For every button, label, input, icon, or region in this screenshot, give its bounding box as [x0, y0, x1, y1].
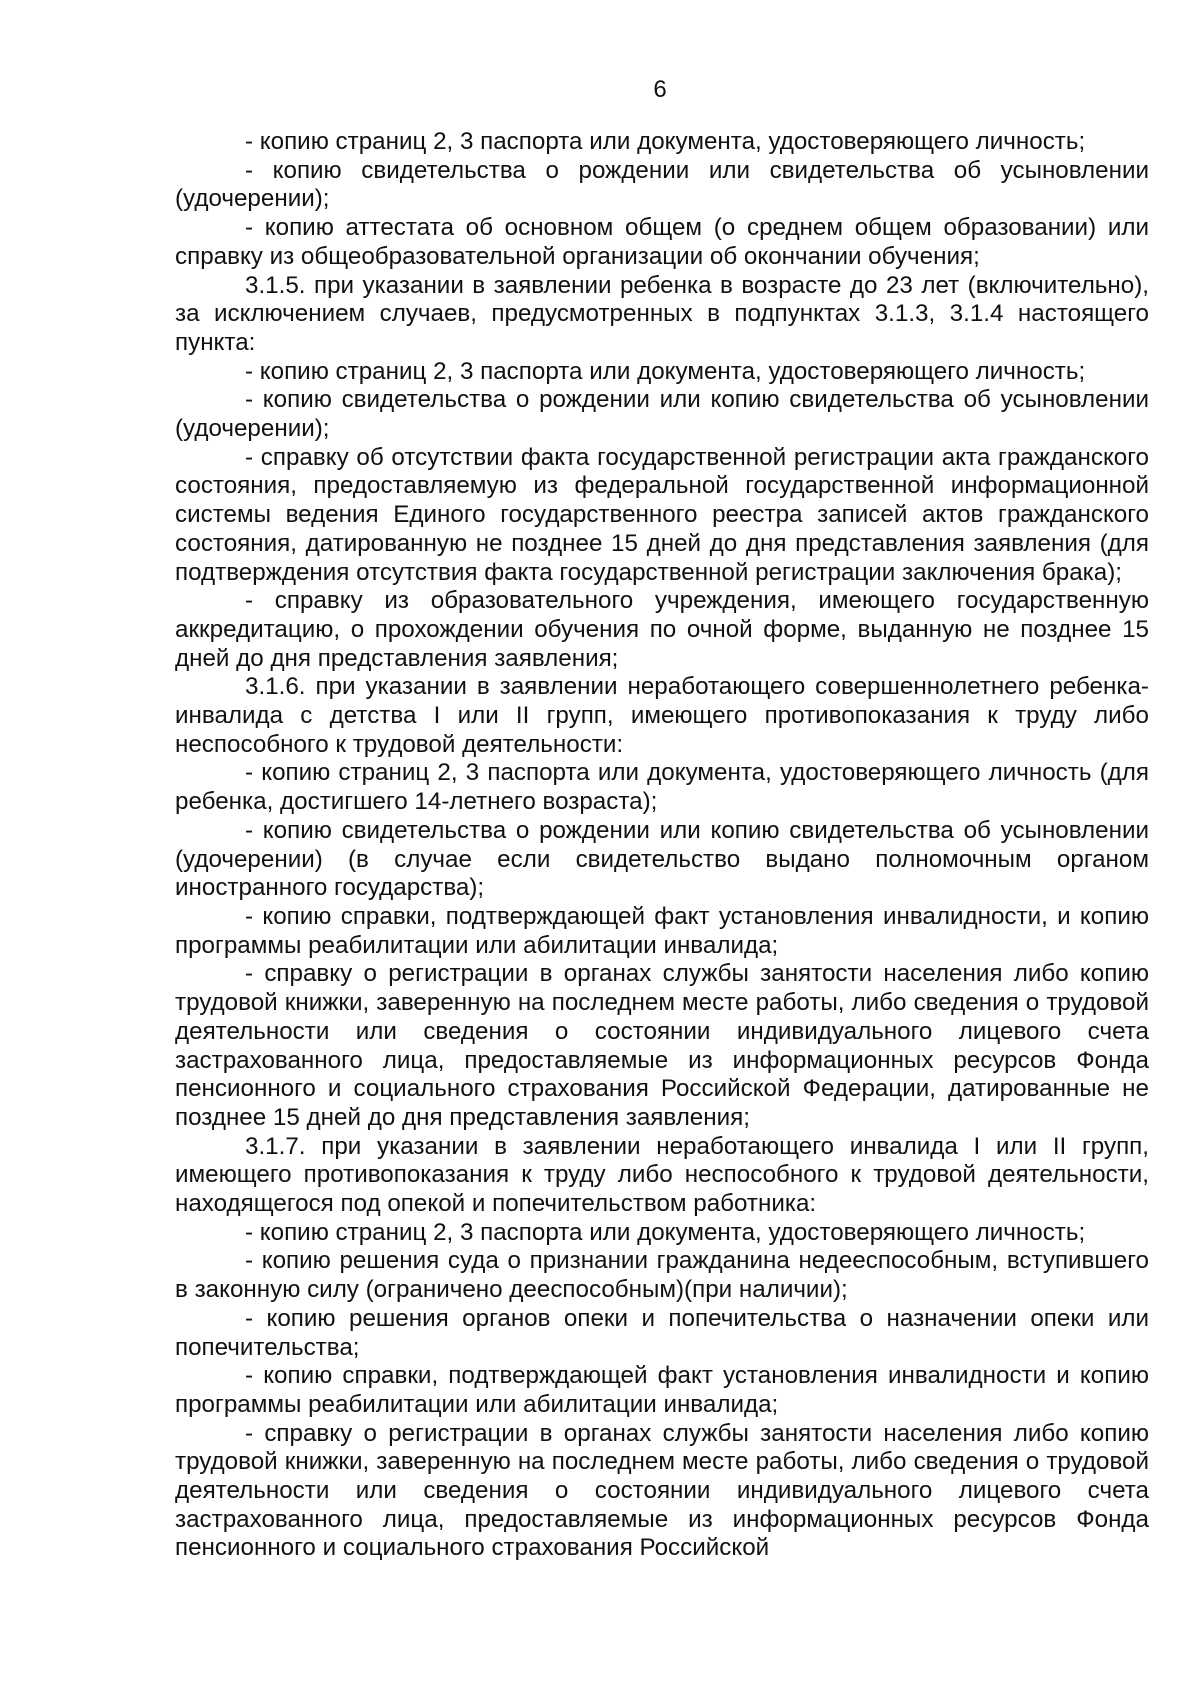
list-item: - копию решения органов опеки и попечительства о назначении опеки или попечительства;	[175, 1304, 1149, 1361]
list-item: - копию страниц 2, 3 паспорта или документа, удостоверяющего личность;	[245, 1218, 1086, 1246]
list-item: - копию аттестата об основном общем (о среднем общем образовании) или справку из общеобразовательной организации об окончании обучения;	[175, 214, 1149, 270]
list-item: - копию свидетельства о рождении или копию свидетельства об усыновлении (удочерении) (в случае если свидетельство выдано полномочным органом иностранного государства);	[175, 816, 1149, 902]
subclause-3-1-5: 3.1.5. при указании в заявлении ребенка в возрасте до 23 лет (включительно), за исключением случаев, предусмотренных в подпунктах 3.1.3, 3.1.4 настоящего пункта:	[175, 271, 1149, 356]
subclause-3-1-7: 3.1.7. при указании в заявлении неработающего инвалида I или II групп, имеющего противопоказания к труду либо неспособного к трудовой деятельности, находящегося под опекой и попечительством работника:	[175, 1132, 1149, 1218]
list-item: - справку о регистрации в органах службы занятости населения либо копию трудовой книжки, заверенную на последнем месте работы, либо сведения о трудовой деятельности или сведения о состоянии индивидуального лицевого счета застрахованного лица, предоставляемые из информационных ресурсов Фонда пенсионного и социального страхования Российской Федерации, датированные не позднее 15 дней до дня представления заявления;	[175, 960, 1149, 1131]
list-item: - справку о регистрации в органах службы занятости населения либо копию трудовой книжки, заверенную на последнем месте работы, либо сведения о трудовой деятельности или сведения о состоянии индивидуального лицевого счета застрахованного лица, предоставляемые из информационных ресурсов Фонда пенсионного и социального страхования Российской	[175, 1419, 1149, 1562]
list-item: - копию страниц 2, 3 паспорта или документа, удостоверяющего личность (для ребенка, достигшего 14-летнего возраста);	[175, 759, 1149, 816]
list-item: - копию свидетельства о рождении или копию свидетельства об усыновлении (удочерении);	[175, 386, 1149, 443]
list-item: - копию справки, подтверждающей факт установления инвалидности, и копию программы реабилитации или абилитации инвалида;	[175, 902, 1149, 959]
page-number: 6	[653, 76, 667, 103]
list-item: - справку из образовательного учреждения, имеющего государственную аккредитацию, о прохождении обучения по очной форме, выданную не позднее 15 дней до дня представления заявления;	[175, 587, 1149, 672]
subclause-3-1-6: 3.1.6. при указании в заявлении неработающего совершеннолетнего ребенка-инвалида с детства I или II групп, имеющего противопоказания к труду либо неспособного к трудовой деятельности:	[175, 673, 1149, 758]
list-item: - копию решения суда о признании гражданина недееспособным, вступившего в законную силу (ограничено дееспособным)(при наличии);	[175, 1247, 1149, 1304]
list-item: - справку об отсутствии факта государственной регистрации акта гражданского состояния, предоставляемую из федеральной государственной информационной системы ведения Единого государственного реестра записей актов гражданского состояния, датированную не позднее 15 дней до дня представления заявления (для подтверждения отсутствия факта государственной регистрации заключения брака);	[175, 443, 1149, 586]
list-item: - копию свидетельства о рождении или свидетельства об усыновлении (удочерении);	[175, 156, 1149, 213]
list-item: - копию справки, подтверждающей факт установления инвалидности и копию программы реабилитации или абилитации инвалида;	[175, 1362, 1149, 1418]
list-item: - копию страниц 2, 3 паспорта или документа, удостоверяющего личность;	[245, 128, 1086, 155]
list-item: - копию страниц 2, 3 паспорта или документа, удостоверяющего личность;	[245, 357, 1086, 385]
document-body	[175, 128, 1149, 1563]
